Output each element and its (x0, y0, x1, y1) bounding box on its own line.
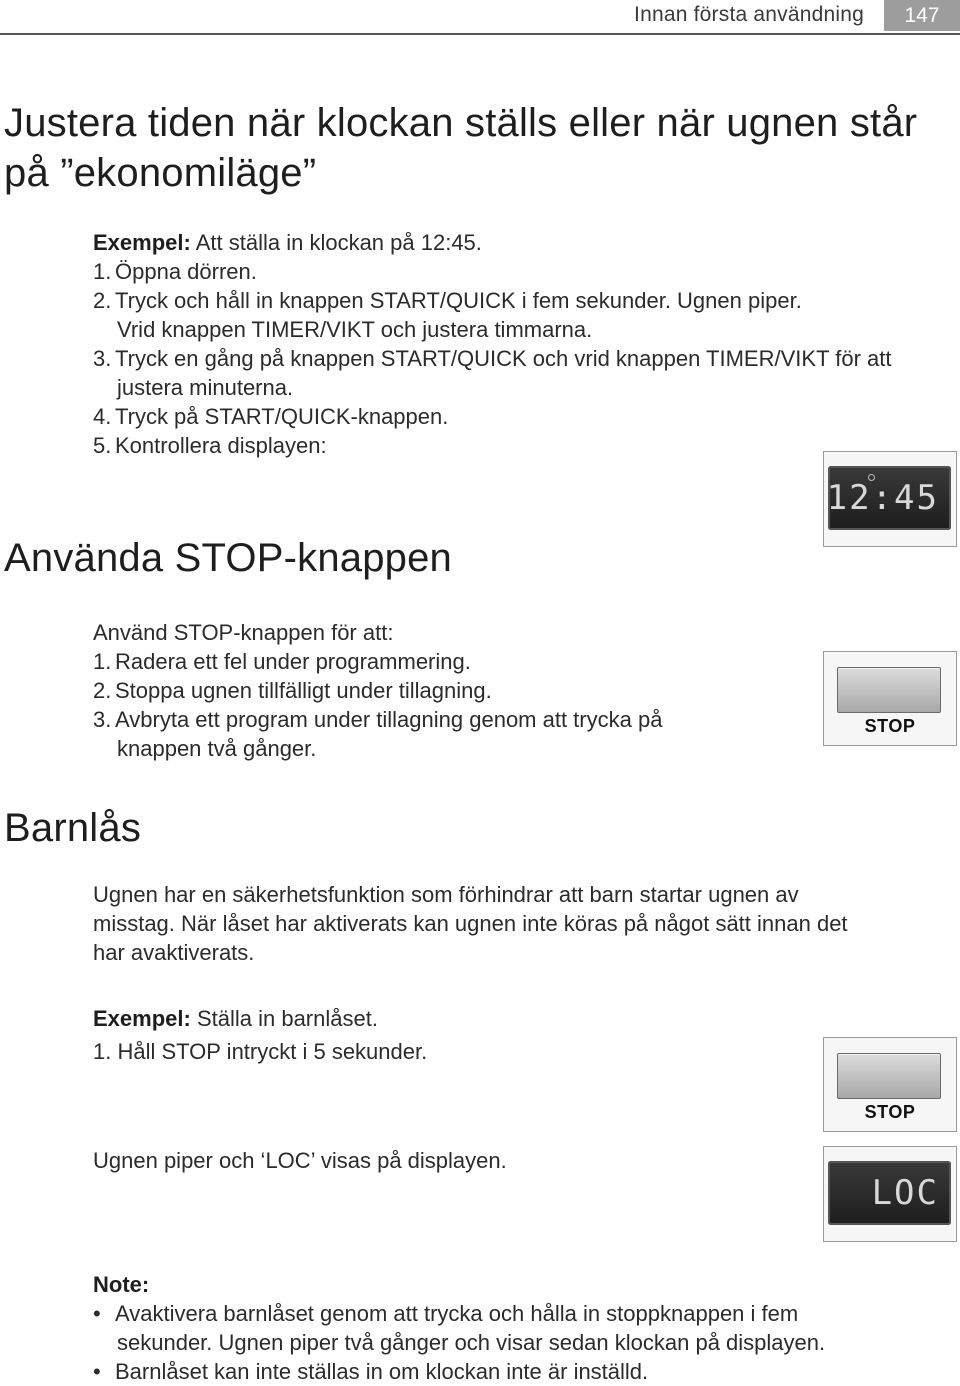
stop-button-panel (823, 651, 957, 746)
note-item-1-cont: sekunder. Ugnen piper två gånger och visar sedan klockan på displayen. (117, 1330, 826, 1355)
childlock-example-text: Ställa in barnlåset. (196, 1006, 378, 1031)
clock-instructions (93, 228, 953, 460)
lcd-display (828, 466, 951, 530)
childlock-example (93, 1004, 793, 1066)
example-text: Att ställa in klockan på 12:45. (195, 230, 482, 255)
step-1: 1. Öppna dörren. (93, 259, 257, 284)
step-3-cont: justera minuterna. (117, 375, 294, 400)
stop-button-label-2: STOP (864, 1102, 916, 1122)
childlock-example-label: Exempel: (93, 1006, 191, 1031)
section-title-clock: Justera tiden när klockan ställs eller när ugnen står på ”ekonomiläge” (4, 101, 918, 195)
stop-intro: Använd STOP-knappen för att: (93, 620, 394, 645)
childlock-result: Ugnen piper och ‘LOC’ visas på displayen. (93, 1148, 507, 1173)
running-header-title: Innan första användning (634, 3, 864, 26)
step-2-cont: Vrid knappen TIMER/VIKT och justera timmarna. (117, 317, 593, 342)
step-3: 3. Tryck en gång på knappen START/QUICK och vrid knappen TIMER/VIKT för att (93, 346, 892, 371)
stop-step-3: 3. Avbryta ett program under tillagning genom att trycka på (93, 707, 663, 732)
section-title-childlock: Barnlås (4, 806, 142, 850)
note-item-2: • Barnlåset kan inte ställas in om klockan inte är inställd. (93, 1359, 649, 1384)
page-number: 147 (884, 0, 960, 31)
note-label: Note: (93, 1272, 150, 1297)
stop-step-3-cont: knappen två gånger. (117, 736, 317, 761)
example-label: Exempel: (93, 230, 191, 255)
step-5: 5. Kontrollera displayen: (93, 433, 327, 458)
step-4: 4. Tryck på START/QUICK-knappen. (93, 404, 449, 429)
stop-button-label: STOP (864, 716, 916, 736)
step-2: 2. Tryck och håll in knappen START/QUICK i fem sekunder. Ugnen piper. (93, 288, 802, 313)
stop-button[interactable] (837, 667, 941, 713)
lcd-display-loc (828, 1161, 951, 1225)
stop-instructions (93, 618, 793, 763)
childlock-intro-line-3: har avaktiverats. (93, 940, 255, 965)
note-item-1: • Avaktivera barnlåset genom att trycka och hålla in stoppknappen i fem (93, 1301, 799, 1326)
stop-button-2[interactable] (837, 1053, 941, 1099)
stop-step-1: 1. Radera ett fel under programmering. (93, 649, 471, 674)
childlock-intro-line-2: misstag. När låset har aktiverats kan ugnen inte köras på något sätt innan det (93, 911, 848, 936)
section-title-stop: Använda STOP-knappen (4, 536, 453, 580)
childlock-intro-line-1: Ugnen har en säkerhetsfunktion som förhindrar att barn startar ugnen av (93, 882, 799, 907)
example-line (93, 228, 953, 257)
stop-button-panel-2 (823, 1037, 957, 1132)
childlock-intro (93, 880, 953, 967)
note-block (93, 1270, 953, 1386)
header-divider (0, 33, 960, 35)
childlock-step-1: 1. Håll STOP intryckt i 5 sekunder. (93, 1039, 428, 1064)
display-panel-clock (823, 451, 957, 547)
stop-step-2: 2. Stoppa ugnen tillfälligt under tillagning. (93, 678, 492, 703)
display-panel-loc (823, 1146, 957, 1242)
display-value-loc: LOC (871, 1173, 939, 1213)
display-value: 12:45 (826, 478, 939, 518)
childlock-example-line (93, 1004, 793, 1033)
